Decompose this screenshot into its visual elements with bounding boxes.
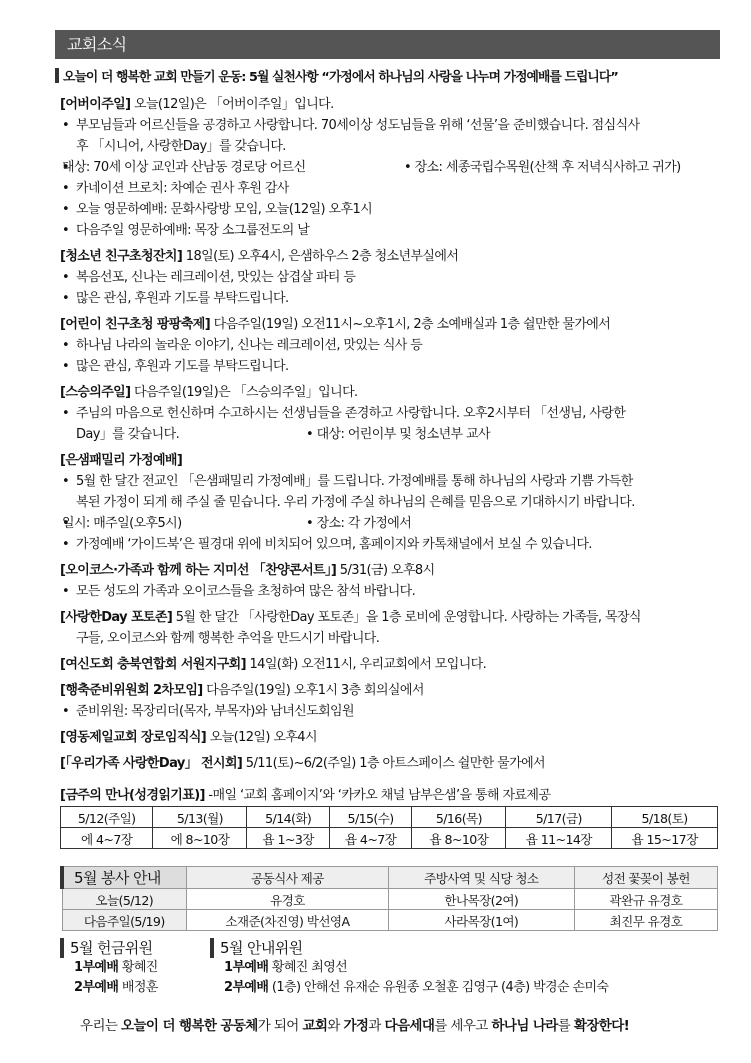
parents-sunday-section bbox=[60, 94, 720, 241]
bullet-continuation: 후 「시니어, 사랑한Day」를 갖습니다. bbox=[76, 139, 286, 154]
prep-committee-section bbox=[60, 680, 720, 722]
committee-title: 5월 안내위원 bbox=[210, 938, 608, 958]
motto-part: 교회 bbox=[302, 1018, 328, 1034]
service-header-row bbox=[62, 867, 718, 889]
teacher-sunday-section bbox=[60, 382, 720, 445]
bible-reading-title bbox=[60, 784, 550, 803]
committee-row bbox=[210, 958, 608, 978]
date-cell: 5/12(주일) bbox=[61, 807, 153, 828]
elder-ordination-section bbox=[60, 727, 720, 748]
youth-section bbox=[60, 246, 720, 309]
reading-cell: 욥 4~7장 bbox=[329, 828, 411, 849]
section-title: [어린이 친구초청 팡팡축제] bbox=[60, 317, 211, 332]
flower-cell: 곽완규 유경호 bbox=[574, 889, 717, 910]
section-title: [오이코스·가족과 함께 하는 지미선 「찬양콘서트」] bbox=[60, 563, 337, 578]
section-intro: 다음주일(19일)은 「스승의주일」입니다. bbox=[130, 385, 358, 400]
names: (1층) 안해선 유재순 유원종 오철훈 김영구 (4층) 박경순 손미숙 bbox=[268, 980, 609, 995]
section-intro: 5월 한 달간 「사랑한Day 포토존」을 1층 로비에 운영합니다. 사랑하는 가족들, 목장식 bbox=[172, 610, 641, 625]
section-intro: 오늘(12일) 오후4시 bbox=[206, 730, 317, 745]
service-label: 2부예배 bbox=[224, 980, 269, 995]
church-motto bbox=[80, 1014, 629, 1034]
kitchen-cell: 사라목장(1여) bbox=[388, 910, 574, 931]
header-cell: 주방사역 및 식당 청소 bbox=[388, 867, 574, 889]
motto-part: 와 bbox=[327, 1018, 344, 1034]
news-content bbox=[60, 94, 720, 779]
bullet: • 가정예배 ‘가이드북’은 필경대 위에 비치되어 있으며, 홈페이지와 카톡채널에서 보실 수 있습니다. bbox=[60, 534, 720, 555]
motto-part: 하나님 나라 bbox=[491, 1018, 558, 1034]
motto-part: 확장한다! bbox=[573, 1018, 630, 1034]
kids-section bbox=[60, 314, 720, 377]
photo-zone-section bbox=[60, 607, 720, 649]
place-text: • 장소: 각 가정에서 bbox=[306, 516, 412, 531]
target-text: • 대상: 어린이부 및 청소년부 교사 bbox=[306, 427, 490, 442]
motto-part: 우리는 bbox=[80, 1018, 122, 1034]
title-bar-decoration bbox=[55, 68, 59, 83]
committee-row bbox=[60, 958, 158, 978]
bullet: • 복음선포, 신나는 레크레이션, 맛있는 삼겹살 파티 등 bbox=[60, 267, 720, 288]
bullet-continuation: 복된 가정이 되게 해 주실 줄 믿습니다. 우리 가정에 주실 하나님의 은혜를 믿음으로 기대하시기 바랍니다. bbox=[76, 495, 635, 510]
bullet: • 하나님 나라의 놀라운 이야기, 신나는 레크레이션, 맛있는 식사 등 bbox=[60, 335, 720, 356]
motto-part: 과 bbox=[368, 1018, 385, 1034]
usher-committee bbox=[210, 938, 608, 998]
reading-cell: 욥 15~17장 bbox=[612, 828, 718, 849]
motto-part: 를 bbox=[557, 1018, 574, 1034]
intro-continuation: 구들, 오이코스와 함께 행복한 추억을 만드시기 바랍니다. bbox=[76, 631, 380, 646]
offering-committee bbox=[60, 938, 158, 998]
section-title: [은샘패밀리 가정예배] bbox=[60, 453, 183, 468]
day-cell: 다음주일(5/19) bbox=[62, 910, 187, 931]
section-intro: 오늘(12일)은 「어버이주일」입니다. bbox=[130, 97, 334, 112]
bullet: • 5월 한 달간 전교인 「은샘패밀리 가정예배」를 드립니다. 가정예배를 통해 하나님의 사랑과 기쁨 가득한 bbox=[60, 471, 720, 492]
flower-cell: 최진무 유경호 bbox=[574, 910, 717, 931]
reading-cell: 욥 1~3장 bbox=[247, 828, 329, 849]
meal-cell: 유경호 bbox=[187, 889, 389, 910]
meal-cell: 소재준(차진영) 박선영A bbox=[187, 910, 389, 931]
reading-cell: 에 8~10장 bbox=[153, 828, 247, 849]
section-title: [여신도회 충북연합회 서원지구회] bbox=[60, 657, 246, 672]
committee-row bbox=[210, 978, 608, 998]
service-row bbox=[62, 910, 718, 931]
header-cell: 성전 꽃꽂이 봉헌 bbox=[574, 867, 717, 889]
bullet: • 준비위원: 목장리더(목자, 부목자)와 남녀신도회임원 bbox=[60, 701, 720, 722]
concert-section bbox=[60, 560, 720, 602]
service-row bbox=[62, 889, 718, 910]
section-intro: -매일 ‘교회 홈페이지’와 ‘카카오 채널 남부은샘’을 통해 자료제공 bbox=[204, 788, 551, 803]
service-title: 5월 봉사 안내 bbox=[62, 867, 187, 889]
names: 배정훈 bbox=[118, 980, 158, 995]
main-title bbox=[55, 66, 725, 85]
reading-cell: 욥 11~14장 bbox=[506, 828, 612, 849]
target-text: 대상: 70세 이상 교인과 산남동 경로당 어르신 bbox=[62, 160, 306, 175]
readings-row bbox=[61, 828, 718, 849]
service-label: 2부예배 bbox=[74, 980, 119, 995]
section-intro: 18일(토) 오후4시, 은샘하우스 2층 청소년부실에서 bbox=[182, 249, 459, 264]
motto-part: 가 되어 bbox=[257, 1018, 303, 1034]
section-intro: 14일(화) 오전11시, 우리교회에서 모입니다. bbox=[245, 657, 487, 672]
header-cell: 공동식사 제공 bbox=[187, 867, 389, 889]
section-intro: 다음주일(19일) 오후1시 3층 회의실에서 bbox=[202, 683, 424, 698]
section-title: [어버이주일] bbox=[60, 97, 131, 112]
section-header: 교회소식 bbox=[55, 30, 720, 59]
section-intro: 5/31(금) 오후8시 bbox=[336, 563, 435, 578]
date-cell: 5/17(금) bbox=[506, 807, 612, 828]
reading-cell: 욥 8~10장 bbox=[412, 828, 506, 849]
service-label: 1부예배 bbox=[74, 960, 119, 975]
date-cell: 5/13(월) bbox=[153, 807, 247, 828]
section-intro: 다음주일(19일) 오전11시~오후1시, 2층 소예배실과 1층 쉴만한 물가에서 bbox=[210, 317, 611, 332]
committee-row bbox=[60, 978, 158, 998]
kitchen-cell: 한나목장(2여) bbox=[388, 889, 574, 910]
time-text: 일시: 매주일(오후5시) bbox=[62, 516, 182, 531]
service-label: 1부예배 bbox=[224, 960, 269, 975]
place-text: • 장소: 세종국립수목원(산책 후 저녁식사하고 귀가) bbox=[404, 160, 681, 175]
bullet: • 부모님들과 어르신들을 공경하고 사랑합니다. 70세이상 성도님들을 위해 ‘선물’을 준비했습니다. 점심식사 bbox=[60, 115, 720, 136]
section-title: [스승의주일] bbox=[60, 385, 131, 400]
committee-title: 5월 헌금위원 bbox=[60, 938, 158, 958]
exhibition-section bbox=[60, 753, 720, 774]
section-title: [행축준비위원회 2차모임] bbox=[60, 683, 203, 698]
bullet bbox=[60, 513, 720, 534]
women-section bbox=[60, 654, 720, 675]
section-title: [영동제일교회 장로임직식] bbox=[60, 730, 207, 745]
date-cell: 5/16(목) bbox=[412, 807, 506, 828]
section-title: [금주의 만나(성경읽기표)] bbox=[60, 788, 205, 803]
bullet: • 다음주일 영문하예배: 목장 소그룹전도의 날 bbox=[60, 220, 720, 241]
date-cell: 5/15(수) bbox=[329, 807, 411, 828]
main-title-text: 오늘이 더 행복한 교회 만들기 운동: 5월 실천사항 “가정에서 하나님의 사랑을 나누며 가정예배를 드립니다” bbox=[63, 70, 618, 85]
motto-part: 오늘이 더 행복한 공동체 bbox=[121, 1018, 258, 1034]
bullet: • 많은 관심, 후원과 기도를 부탁드립니다. bbox=[60, 356, 720, 377]
bullet: • 주님의 마음으로 헌신하며 수고하시는 선생님들을 존경하고 사랑합니다. 오후2시부터 「선생님, 사랑한 bbox=[60, 403, 720, 424]
date-cell: 5/18(토) bbox=[612, 807, 718, 828]
names: 황혜진 bbox=[118, 960, 158, 975]
bible-reading-table bbox=[60, 806, 718, 849]
reading-cell: 에 4~7장 bbox=[61, 828, 153, 849]
motto-part: 다음세대 bbox=[384, 1018, 435, 1034]
motto-part: 를 세우고 bbox=[434, 1018, 492, 1034]
bullet: • 오늘 영문하예배: 문화사랑방 모임, 오늘(12일) 오후1시 bbox=[60, 199, 720, 220]
family-worship-section bbox=[60, 450, 720, 555]
bullet: • 카네이션 브로치: 차예순 권사 후원 감사 bbox=[60, 178, 720, 199]
bullet: • 많은 관심, 후원과 기도를 부탁드립니다. bbox=[60, 288, 720, 309]
motto-part: 가정 bbox=[343, 1018, 369, 1034]
bullet bbox=[60, 157, 720, 178]
dates-row bbox=[61, 807, 718, 828]
section-title: [사랑한Day 포토존] bbox=[60, 610, 173, 625]
bullet: • 모든 성도의 가족과 오이코스들을 초청하여 많은 참석 바랍니다. bbox=[60, 581, 720, 602]
names: 황혜진 최영선 bbox=[268, 960, 348, 975]
section-intro: 5/11(토)~6/2(주일) 1층 아트스페이스 쉴만한 물가에서 bbox=[242, 756, 545, 771]
bullet-continuation bbox=[60, 424, 720, 445]
section-title: [청소년 친구초청잔치] bbox=[60, 249, 183, 264]
date-cell: 5/14(화) bbox=[247, 807, 329, 828]
service-table bbox=[60, 866, 718, 931]
day-text: Day」를 갖습니다. bbox=[76, 427, 180, 442]
day-cell: 오늘(5/12) bbox=[62, 889, 187, 910]
section-title: [「우리가족 사랑한Day」 전시회] bbox=[60, 756, 243, 771]
